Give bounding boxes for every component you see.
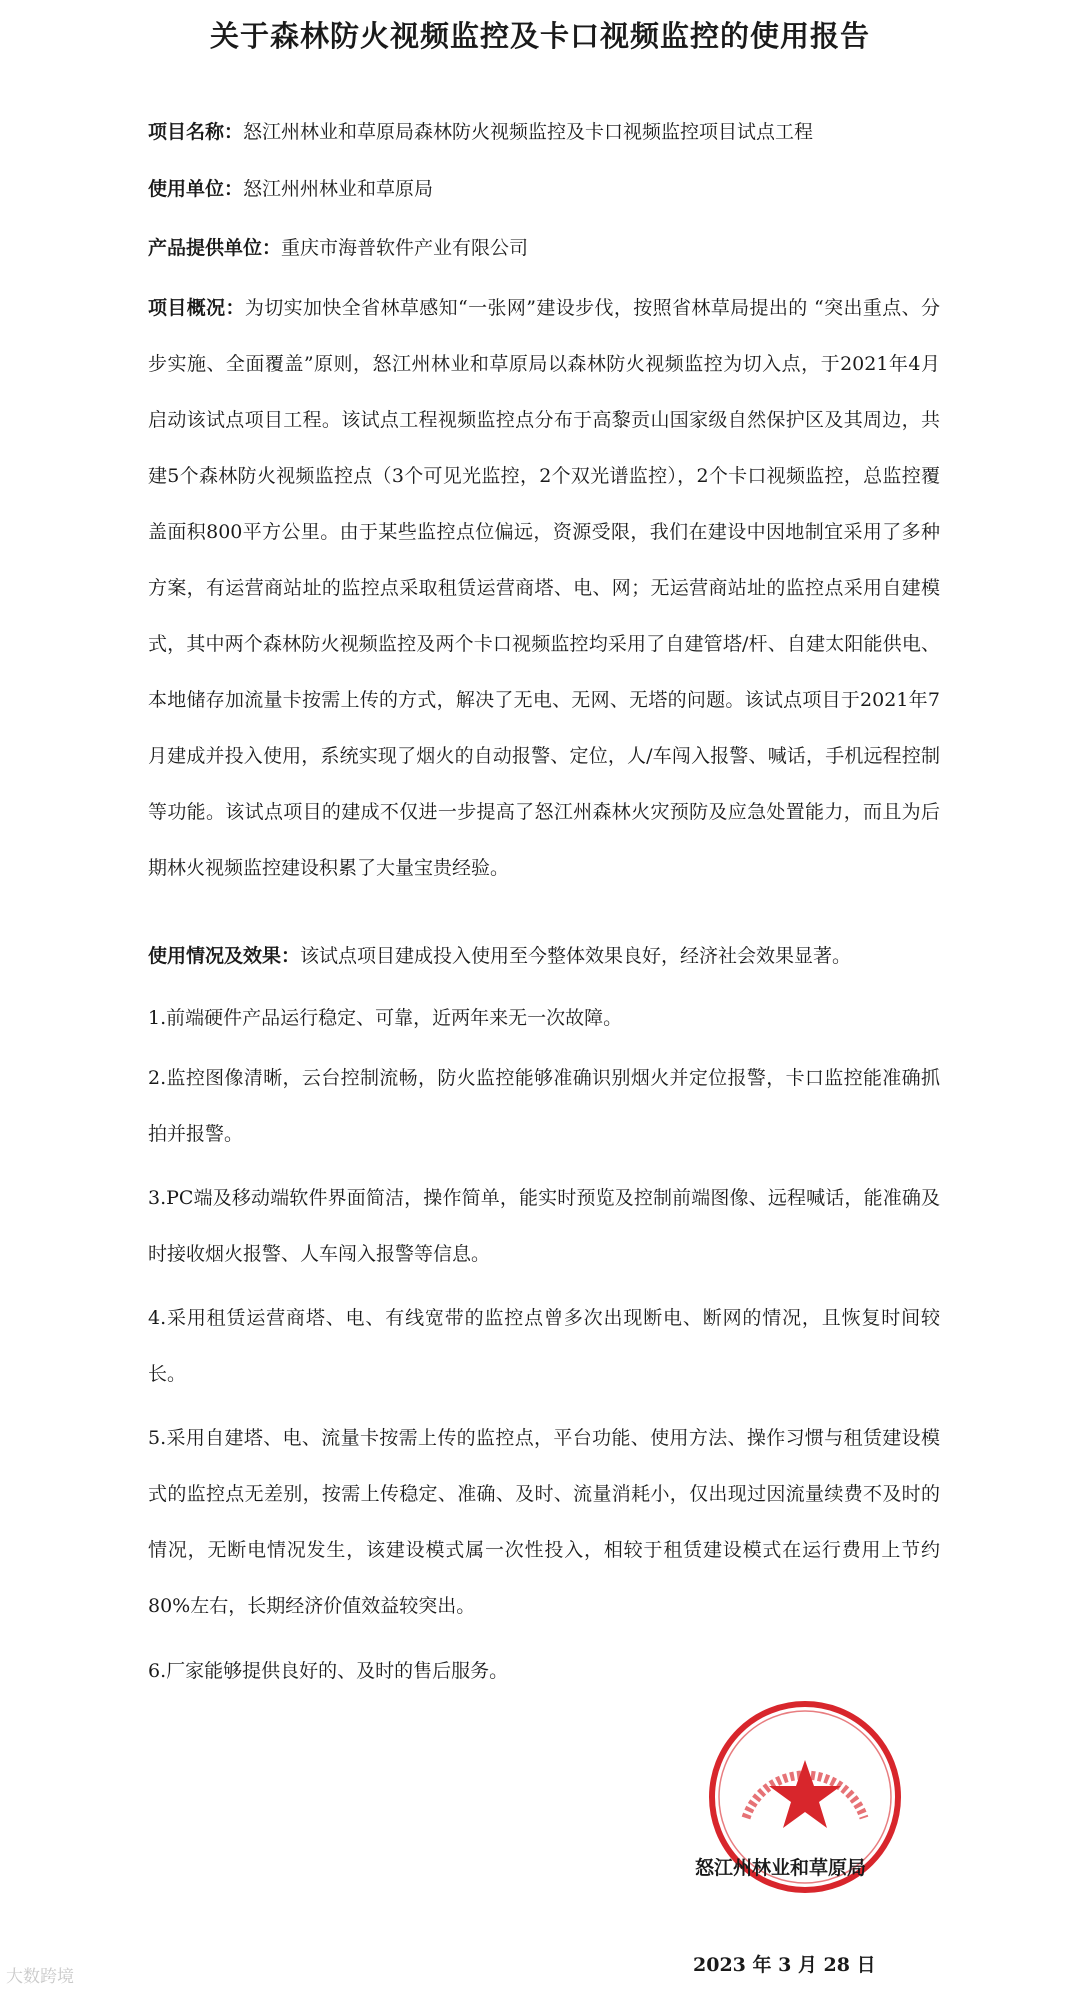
provider-label: 产品提供单位：	[148, 237, 282, 259]
user-unit-row	[148, 174, 948, 201]
user-unit-value: 怒江州州林业和草原局	[243, 178, 434, 200]
star-icon	[769, 1760, 841, 1828]
list-item: 5.采用自建塔、电、流量卡按需上传的监控点，平台功能、使用方法、操作习惯与租赁建设模式的监控点无差别，按需上传稳定、准确、及时、流量消耗小，仅出现过因流量续费不及时的情况，无断电情况发生，该建设模式属一次性投入，相较于租赁建设模式在运行费用上节约80%左右，长期经济价值效益较突出。	[148, 1427, 940, 1617]
overview-text: 为切实加快全省林草感知“一张网”建设步伐，按照省林草局提出的 “突出重点、分步实施、全面覆盖”原则，怒江州林业和草原局以森林防火视频监控为切入点，于2021年4月启动该试点项目工程。该试点工程视频监控点分布于高黎贡山国家级自然保护区及其周边，共建5个森林防火视频监控点（3个可见光监控，2个双光谱监控），2个卡口视频监控，总监控覆盖面积800平方公里。由于某些监控点位偏远，资源受限，我们在建设中因地制宜采用了多种方案，有运营商站址的监控点采取租赁运营商塔、电、网；无运营商站址的监控点采用自建模式，其中两个森林防火视频监控及两个卡口视频监控均采用了自建管塔/杆、自建太阳能供电、本地储存加流量卡按需上传的方式，解决了无电、无网、无塔的问题。该试点项目于2021年7月建成并投入使用，系统实现了烟火的自动报警、定位，人/车闯入报警、喊话，手机远程控制等功能。该试点项目的建成不仅进一步提高了怒江州森林火灾预防及应急处置能力，而且为后期林火视频监控建设积累了大量宝贵经验。	[148, 297, 940, 879]
list-item: 1.前端硬件产品运行稳定、可靠，近两年来无一次故障。	[148, 1007, 623, 1029]
usage-paragraph	[148, 928, 940, 984]
provider-row	[148, 233, 948, 260]
project-name-row	[148, 117, 948, 144]
overview-paragraph	[148, 280, 940, 896]
overview-label: 项目概况：	[148, 297, 245, 319]
user-unit-label: 使用单位：	[148, 178, 244, 200]
list-item: 4.采用租赁运营商塔、电、有线宽带的监控点曾多次出现断电、断网的情况，且恢复时间较长。	[148, 1307, 940, 1385]
list-item: 2.监控图像清晰，云台控制流畅，防火监控能够准确识别烟火并定位报警，卡口监控能准确抓拍并报警。	[148, 1067, 940, 1145]
report-title: 关于森林防火视频监控及卡口视频监控的使用报告	[209, 19, 870, 53]
provider-value: 重庆市海普软件产业有限公司	[281, 237, 529, 259]
list-item: 3.PC端及移动端软件界面简洁，操作简单，能实时预览及控制前端图像、远程喊话，能准确及时接收烟火报警、人车闯入报警等信息。	[148, 1187, 940, 1265]
signature-text: 怒江州林业和草原局	[695, 1857, 867, 1879]
project-name-value: 怒江州林业和草原局森林防火视频监控及卡口视频监控项目试点工程	[243, 121, 814, 143]
usage-text: 该试点项目建成投入使用至今整体效果良好，经济社会效果显著。	[300, 945, 852, 967]
signature-date: 2023 年 3 月 28 日	[693, 1954, 876, 1976]
project-name-label: 项目名称：	[148, 121, 244, 143]
list-item: 6.厂家能够提供良好的、及时的售后服务。	[148, 1660, 509, 1682]
usage-label: 使用情况及效果：	[148, 945, 301, 967]
watermark: 大数跨境	[6, 1967, 74, 1987]
